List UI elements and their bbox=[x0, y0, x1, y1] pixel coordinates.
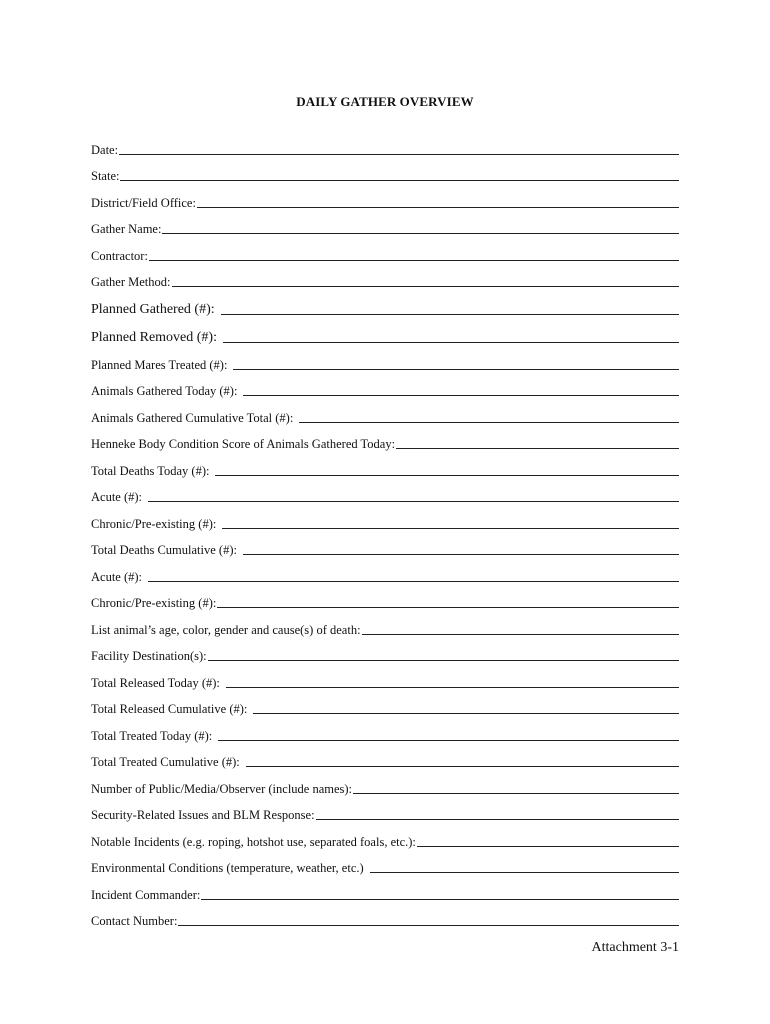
field-label: Facility Destination(s): bbox=[91, 649, 207, 663]
field-label: Acute (#): bbox=[91, 569, 143, 584]
field-label: District/Field Office: bbox=[91, 195, 196, 210]
field-planned-mares-treated bbox=[91, 346, 679, 373]
total-treated-today-input-line[interactable] bbox=[218, 726, 679, 741]
planned-mares-treated-input-line[interactable] bbox=[233, 355, 679, 370]
attachment-label: Attachment 3-1 bbox=[591, 940, 679, 955]
field-label: Total Released Today (#): bbox=[91, 675, 220, 690]
field-contractor bbox=[91, 237, 679, 264]
field-label: Planned Removed (#): bbox=[91, 330, 217, 345]
field-label: Chronic/Pre-existing (#): bbox=[91, 516, 217, 531]
field-label: Total Treated Today (#): bbox=[91, 728, 213, 743]
field-label: Planned Gathered (#): bbox=[91, 302, 215, 317]
field-environmental-conditions bbox=[91, 850, 679, 877]
chronic-today-input-line[interactable] bbox=[222, 514, 679, 529]
field-label: Henneke Body Condition Score of Animals Gathered Today: bbox=[91, 437, 396, 451]
field-label: Total Deaths Today (#): bbox=[91, 463, 210, 478]
field-label: Number of Public/Media/Observer (include names): bbox=[91, 781, 353, 796]
field-chronic-cumulative bbox=[91, 585, 679, 612]
field-label: Total Treated Cumulative (#): bbox=[91, 755, 240, 769]
field-date bbox=[91, 131, 679, 158]
total-deaths-cumulative-input-line[interactable] bbox=[243, 540, 679, 555]
form-fields bbox=[91, 131, 679, 929]
field-planned-gathered bbox=[91, 290, 679, 318]
environmental-conditions-input-line[interactable] bbox=[370, 858, 679, 873]
field-label: Environmental Conditions (temperature, weather, etc.) bbox=[91, 861, 364, 875]
field-notable-incidents bbox=[91, 823, 679, 850]
planned-gathered-input-line[interactable] bbox=[221, 300, 679, 315]
field-acute-cumulative bbox=[91, 558, 679, 585]
field-total-treated-cumulative bbox=[91, 744, 679, 771]
field-label: List animal’s age, color, gender and cause(s) of death: bbox=[91, 622, 361, 637]
gather-name-input-line[interactable] bbox=[162, 219, 679, 234]
acute-cumulative-input-line[interactable] bbox=[148, 567, 679, 582]
field-chronic-today bbox=[91, 505, 679, 532]
field-public-media-observer bbox=[91, 770, 679, 797]
field-label: Notable Incidents (e.g. roping, hotshot use, separated foals, etc.): bbox=[91, 834, 416, 849]
field-henneke-score bbox=[91, 426, 679, 453]
state-input-line[interactable] bbox=[120, 166, 679, 181]
field-district-office bbox=[91, 184, 679, 211]
field-label: Chronic/Pre-existing (#): bbox=[91, 596, 217, 610]
field-label: State: bbox=[91, 169, 120, 183]
field-label: Planned Mares Treated (#): bbox=[91, 357, 228, 372]
field-label: Gather Method: bbox=[91, 275, 171, 289]
total-released-cumulative-input-line[interactable] bbox=[253, 699, 679, 714]
field-acute-today bbox=[91, 479, 679, 506]
field-total-released-cumulative bbox=[91, 691, 679, 718]
field-total-treated-today bbox=[91, 717, 679, 744]
chronic-cumulative-input-line[interactable] bbox=[217, 593, 679, 608]
field-label: Total Released Cumulative (#): bbox=[91, 702, 248, 716]
field-death-details bbox=[91, 611, 679, 638]
field-facility-destination bbox=[91, 638, 679, 665]
field-state bbox=[91, 158, 679, 185]
field-total-released-today bbox=[91, 664, 679, 691]
planned-removed-input-line[interactable] bbox=[223, 328, 679, 343]
facility-destination-input-line[interactable] bbox=[208, 646, 679, 661]
gather-method-input-line[interactable] bbox=[172, 272, 680, 287]
field-label: Incident Commander: bbox=[91, 887, 201, 902]
contractor-input-line[interactable] bbox=[149, 246, 679, 261]
date-input-line[interactable] bbox=[119, 140, 679, 155]
incident-commander-input-line[interactable] bbox=[201, 885, 679, 900]
field-label: Animals Gathered Today (#): bbox=[91, 384, 238, 398]
death-details-input-line[interactable] bbox=[362, 620, 679, 635]
field-label: Contractor: bbox=[91, 248, 148, 263]
field-total-deaths-today bbox=[91, 452, 679, 479]
field-label: Security-Related Issues and BLM Response: bbox=[91, 808, 315, 822]
field-animals-gathered-today bbox=[91, 373, 679, 400]
district-office-input-line[interactable] bbox=[197, 193, 679, 208]
field-animals-gathered-cumulative bbox=[91, 399, 679, 426]
contact-number-input-line[interactable] bbox=[178, 911, 679, 926]
field-total-deaths-cumulative bbox=[91, 532, 679, 559]
field-label: Gather Name: bbox=[91, 222, 162, 236]
henneke-score-input-line[interactable] bbox=[396, 434, 679, 449]
field-planned-removed bbox=[91, 318, 679, 346]
field-label: Date: bbox=[91, 142, 119, 157]
field-incident-commander bbox=[91, 876, 679, 903]
public-media-observer-input-line[interactable] bbox=[353, 779, 679, 794]
notable-incidents-input-line[interactable] bbox=[417, 832, 679, 847]
form-title: DAILY GATHER OVERVIEW bbox=[296, 94, 474, 109]
field-label: Contact Number: bbox=[91, 914, 178, 928]
animals-gathered-cumulative-input-line[interactable] bbox=[299, 408, 679, 423]
total-released-today-input-line[interactable] bbox=[226, 673, 679, 688]
field-label: Animals Gathered Cumulative Total (#): bbox=[91, 410, 294, 425]
acute-today-input-line[interactable] bbox=[148, 487, 679, 502]
field-gather-method bbox=[91, 264, 679, 291]
animals-gathered-today-input-line[interactable] bbox=[243, 381, 679, 396]
total-treated-cumulative-input-line[interactable] bbox=[246, 752, 679, 767]
total-deaths-today-input-line[interactable] bbox=[215, 461, 679, 476]
field-gather-name bbox=[91, 211, 679, 238]
field-security-issues bbox=[91, 797, 679, 824]
security-issues-input-line[interactable] bbox=[316, 805, 679, 820]
field-contact-number bbox=[91, 903, 679, 930]
field-label: Total Deaths Cumulative (#): bbox=[91, 543, 237, 557]
field-label: Acute (#): bbox=[91, 490, 143, 504]
